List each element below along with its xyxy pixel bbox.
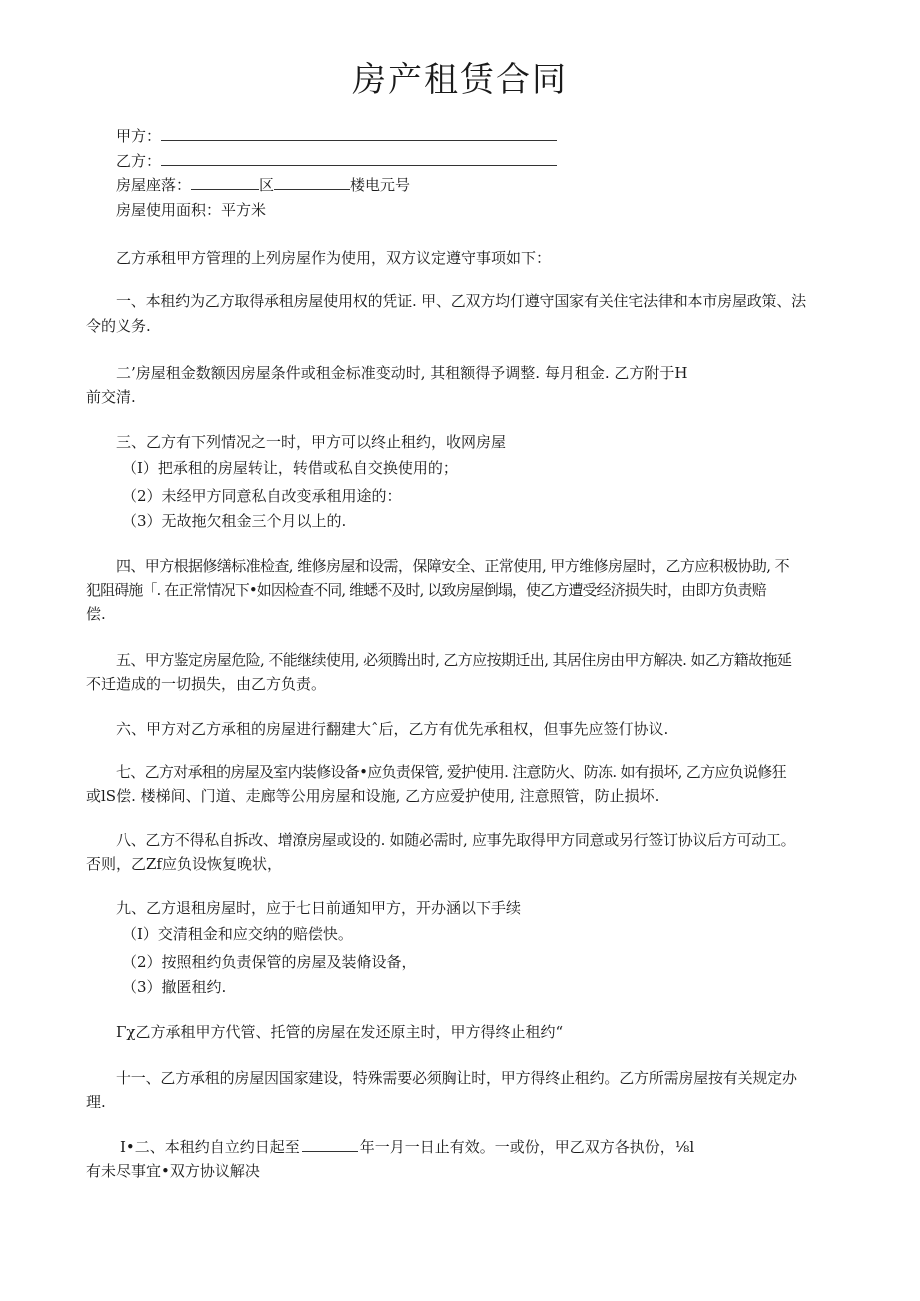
clause-4-line-2: 犯阻碍施「. 在正常情况下•如因检查不同, 维蟋不及时, 以致房屋倒塌，使乙方遭受经济损失时，由即方负责赔: [86, 581, 766, 599]
clause-9-line-1: 九、乙方退租房屋时，应于七日前通知甲方，开办涵以下手续: [116, 899, 522, 917]
party-b-line: [116, 151, 557, 171]
clause-11-line-1: 十一、乙方承租的房屋因国家建设，特殊需要必须胸让时，甲方得终止租约。乙方所需房屋按有关规定办: [116, 1069, 797, 1087]
clause-4-line-3: 偿.: [86, 605, 106, 623]
clause-7-line-2: 或lS偿. 楼梯间、门道、走廊等公用房屋和设施, 乙方应爱护使用, 注意照管，防止损坏.: [86, 787, 660, 805]
location-district: 区: [259, 176, 275, 194]
party-a-line: [116, 126, 557, 146]
clause-5-line-2: 不迁造成的一切损失，由乙方负责。: [86, 675, 327, 693]
document-title: 房产租赁合同: [352, 60, 568, 100]
clause-12-text-a: I•二、本租约自立约日起至: [120, 1138, 300, 1156]
clause-3-item-3: （3）无故拖欠租金三个月以上的.: [122, 512, 347, 530]
clause-11-line-2: 理.: [86, 1093, 106, 1111]
clause-4-line-1: 四、甲方根据修缮标准检查, 维修房屋和设需，保障安全、正常使用, 甲方维修房屋时，乙方应积极协助, 不: [116, 557, 790, 575]
location-building: 楼电元号: [350, 176, 411, 194]
party-a-label: 甲方：: [116, 127, 162, 145]
clause-9-item-1: （I）交清租金和应交纳的赔偿快。: [122, 925, 353, 943]
clause-7-line-1: 七、乙方对承租的房屋及室内装修设备•应负责保管, 爱护使用. 注意防火、防冻. 如有损坏, 乙方应负说修狂: [116, 763, 786, 781]
term-year-blank: [302, 1137, 358, 1152]
party-a-blank: [161, 126, 557, 141]
location-line: [116, 175, 410, 195]
clause-9-item-3: （3）撤匿租约.: [122, 978, 227, 996]
intro-text: 乙方承租甲方管理的上列房屋作为使用，双方议定遵守事项如下：: [116, 249, 552, 267]
clause-3-line-1: 三、乙方有下列情况之一时，甲方可以终止租约，收网房屋: [116, 433, 507, 451]
clause-8-line-1: 八、乙方不得私自拆改、增潦房屋或设的. 如随必需时, 应事先取得甲方同意或另行签订协议后方可动工。: [116, 831, 796, 849]
clause-6-line-1: 六、甲方对乙方承租的房屋进行翻建大ˆ后，乙方有优先承租权，但事先应签仃协议.: [116, 720, 669, 738]
party-b-label: 乙方：: [116, 152, 162, 170]
clause-1-line-2: 令的义务.: [86, 317, 151, 335]
clause-12-text-b: 年一月一日止有效。一或份，甲乙双方各执份，⅛l: [359, 1138, 695, 1156]
area-line: 房屋使用面积：平方米: [116, 201, 267, 219]
district-blank: [191, 175, 259, 190]
clause-3-item-1: （I）把承租的房屋转让，转借或私自交换使用的；: [122, 459, 458, 477]
clause-2-line-1: 二’房屋租金数额因房屋条件或租金标准变动时, 其租额得予调整. 每月租金. 乙方附于H: [116, 364, 688, 382]
building-blank: [274, 175, 350, 190]
clause-12-line-1: [120, 1137, 694, 1157]
clause-1-line-1: 一、本租约为乙方取得承租房屋使用权的凭证. 甲、乙双方均仃遵守国家有关住宅法律和本市房屋政策、法: [116, 292, 806, 310]
party-b-blank: [161, 151, 557, 166]
clause-9-item-2: （2）按照租约负责保管的房屋及装脩设备，: [122, 953, 417, 971]
clause-8-line-2: 否则，乙Zf应负设恢复晚状，: [86, 855, 282, 873]
clause-12-line-2: 有未尽事宜•双方协议解决: [86, 1162, 260, 1180]
location-label: 房屋座落：: [116, 176, 192, 194]
clause-2-line-2: 前交清.: [86, 388, 136, 406]
clause-5-line-1: 五、甲方鉴定房屋危险, 不能继续使用, 必须腾出时, 乙方应按期迁出, 其居住房由甲方解决. 如乙方籍故拖延: [116, 651, 792, 669]
clause-10-line-1: Γχ乙方承租甲方代管、托管的房屋在发还原主时，甲方得终止租约“: [116, 1023, 564, 1041]
clause-3-item-2: （2）未经甲方同意私自改变承租用途的：: [122, 487, 402, 505]
